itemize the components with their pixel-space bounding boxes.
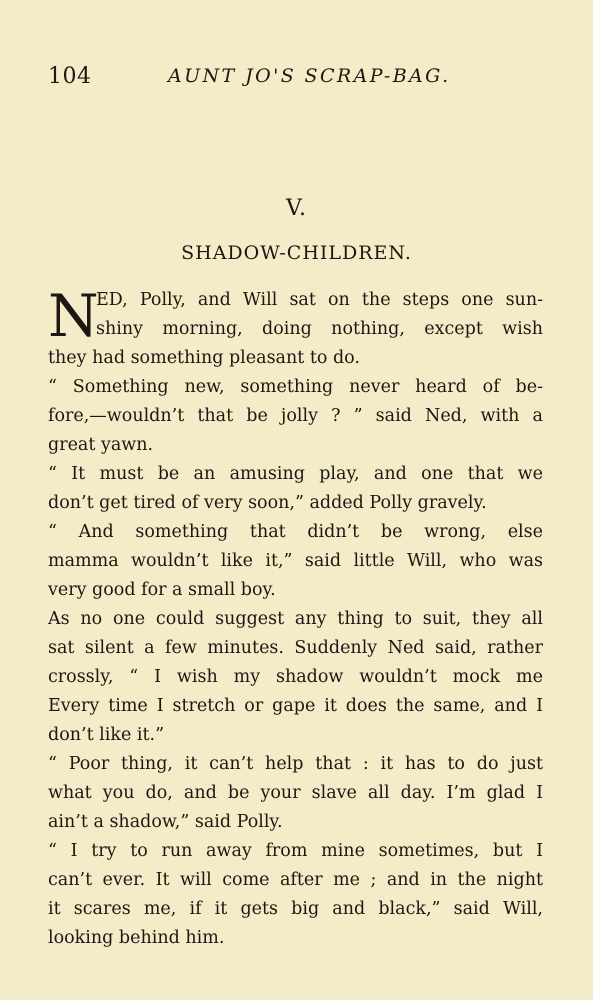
running-title: AUNT JO'S SCRAP-BAG. bbox=[168, 65, 451, 87]
text-line: crossly, “ I wish my shadow wouldn’t mock me bbox=[48, 667, 543, 687]
text-line: mamma wouldn’t like it,” said little Will, who was bbox=[48, 551, 543, 571]
drop-cap: N bbox=[48, 282, 99, 350]
text-line: don’t like it.” bbox=[48, 725, 165, 745]
page-header bbox=[48, 64, 545, 94]
text-line: “ Poor thing, it can’t help that : it has to do just bbox=[48, 754, 543, 774]
text-line: don’t get tired of very soon,” added Polly gravely. bbox=[48, 493, 487, 513]
text-line: shiny morning, doing nothing, except wish bbox=[96, 319, 543, 339]
text-line: looking behind him. bbox=[48, 928, 225, 948]
page-number: 104 bbox=[48, 64, 92, 89]
text-line: “ It must be an amusing play, and one that we bbox=[48, 464, 543, 484]
text-line: they had something pleasant to do. bbox=[48, 348, 360, 368]
chapter-title: SHADOW-CHILDREN. bbox=[181, 242, 412, 264]
text-line: what you do, and be your slave all day. I’m glad I bbox=[48, 783, 543, 803]
text-line: very good for a small boy. bbox=[48, 580, 276, 600]
text-line: “ I try to run away from mine sometimes, but I bbox=[48, 841, 543, 861]
text-line: can’t ever. It will come after me ; and in the night bbox=[48, 870, 543, 890]
text-line: As no one could suggest any thing to suit, they all bbox=[48, 609, 543, 629]
text-line: it scares me, if it gets big and black,” said Will, bbox=[48, 899, 543, 919]
text-line: “ Something new, something never heard of be- bbox=[48, 377, 543, 397]
text-line: great yawn. bbox=[48, 435, 154, 455]
text-line: “ And something that didn’t be wrong, else bbox=[48, 522, 543, 542]
text-line: Every time I stretch or gape it does the same, and I bbox=[48, 696, 543, 716]
text-line: sat silent a few minutes. Suddenly Ned said, rather bbox=[48, 638, 543, 658]
body-text bbox=[48, 282, 543, 953]
chapter-number: V. bbox=[285, 196, 308, 221]
text-line: ED, Polly, and Will sat on the steps one sun- bbox=[96, 290, 543, 310]
text-line: fore,—wouldn’t that be jolly ? ” said Ned, with a bbox=[48, 406, 543, 426]
text-line: ain’t a shadow,” said Polly. bbox=[48, 812, 283, 832]
